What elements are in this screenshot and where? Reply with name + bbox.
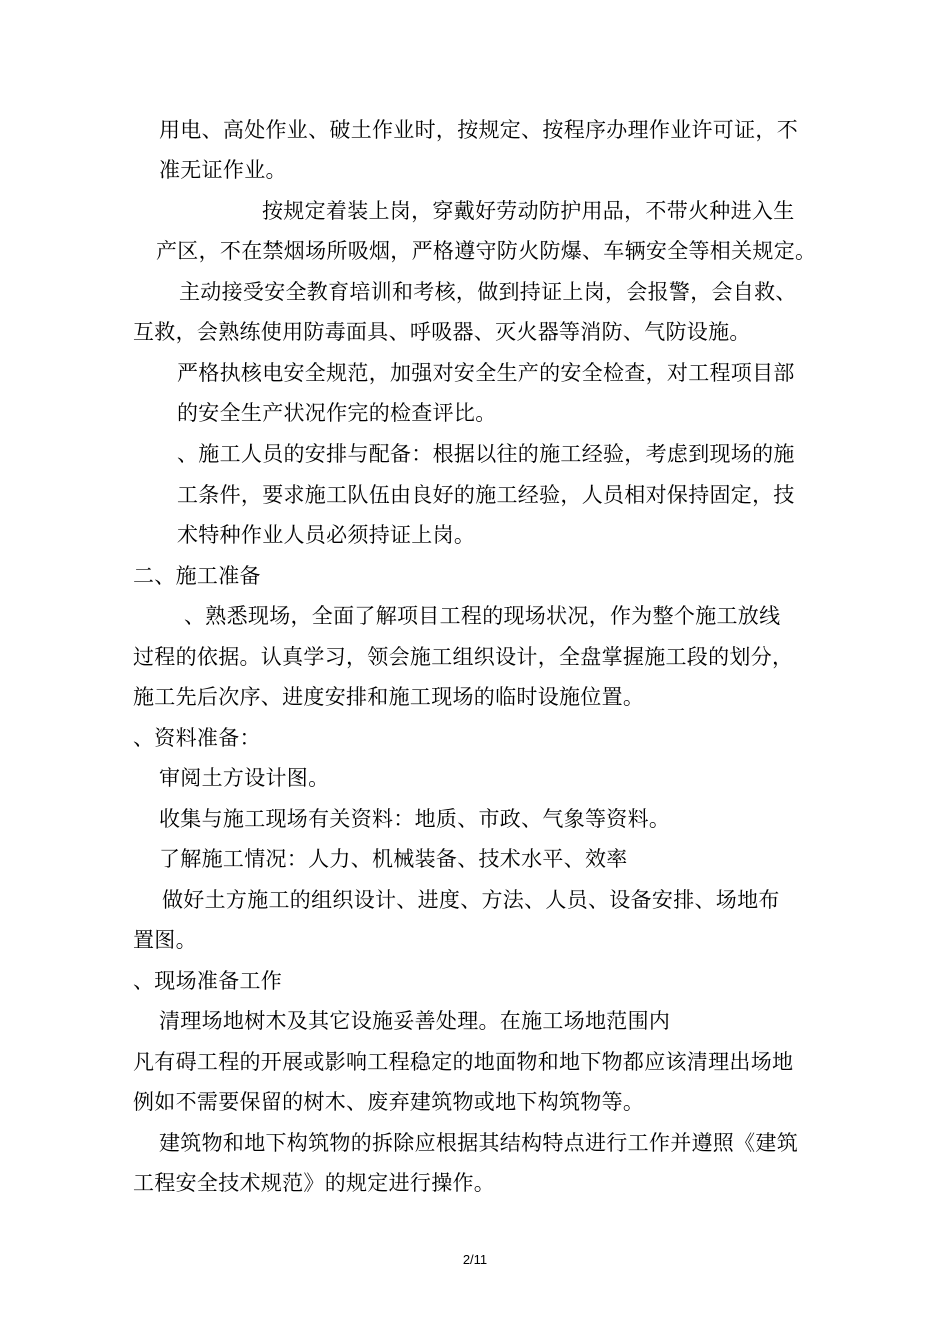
text-line: 审阅土方设计图。 <box>159 766 330 790</box>
text-line: 按规定着装上岗，穿戴好劳动防护用品，不带火种进入生 <box>262 199 795 223</box>
section-heading: 二、施工准备 <box>133 564 261 588</box>
text-line: 、资料准备： <box>133 726 261 750</box>
text-line: 工程安全技术规范》的规定进行操作。 <box>133 1171 496 1195</box>
text-line: 用电、高处作业、破土作业时，按规定、按程序办理作业许可证，不 <box>159 118 798 142</box>
text-line: 施工先后次序、进度安排和施工现场的临时设施位置。 <box>133 685 645 709</box>
text-line: 收集与施工现场有关资料：地质、市政、气象等资料。 <box>159 807 671 831</box>
text-line: 工条件，要求施工队伍由良好的施工经验，人员相对保持固定，技 <box>177 483 795 507</box>
text-line: 、熟悉现场，全面了解项目工程的现场状况，作为整个施工放线 <box>184 604 781 628</box>
text-line: 严格执核电安全规范，加强对安全生产的安全检查，对工程项目部 <box>177 361 795 385</box>
text-line: 术特种作业人员必须持证上岗。 <box>177 523 476 547</box>
text-line: 凡有碍工程的开展或影响工程稳定的地面物和地下物都应该清理出场地 <box>133 1050 794 1074</box>
text-line: 例如不需要保留的树木、废弃建筑物或地下构筑物等。 <box>133 1090 645 1114</box>
page-number: 2/11 <box>462 1252 488 1267</box>
text-line: 建筑物和地下构筑物的拆除应根据其结构特点进行工作并遵照《建筑 <box>159 1131 798 1155</box>
text-line: 的安全生产状况作完的检查评比。 <box>177 401 497 425</box>
text-line: 了解施工情况：人力、机械装备、技术水平、效率 <box>159 847 628 871</box>
text-line: 互救，会熟练使用防毒面具、呼吸器、灭火器等消防、气防设施。 <box>133 320 751 344</box>
text-line: 清理场地树木及其它设施妥善处理。在施工场地范围内 <box>159 1009 671 1033</box>
text-line: 主动接受安全教育培训和考核，做到持证上岗，会报警，会自救、 <box>179 280 797 304</box>
text-line: 准无证作业。 <box>159 158 287 182</box>
text-line: 置图。 <box>133 928 197 952</box>
text-line: 、施工人员的安排与配备：根据以往的施工经验，考虑到现场的施 <box>177 442 795 466</box>
text-line: 、现场准备工作 <box>133 969 283 993</box>
text-line: 产区，不在禁烟场所吸烟，严格遵守防火防爆、车辆安全等相关规定。 <box>156 239 817 263</box>
text-line: 做好土方施工的组织设计、进度、方法、人员、设备安排、场地布 <box>162 888 780 912</box>
text-line: 过程的依据。认真学习，领会施工组织设计，全盘掌握施工段的划分， <box>133 645 794 669</box>
